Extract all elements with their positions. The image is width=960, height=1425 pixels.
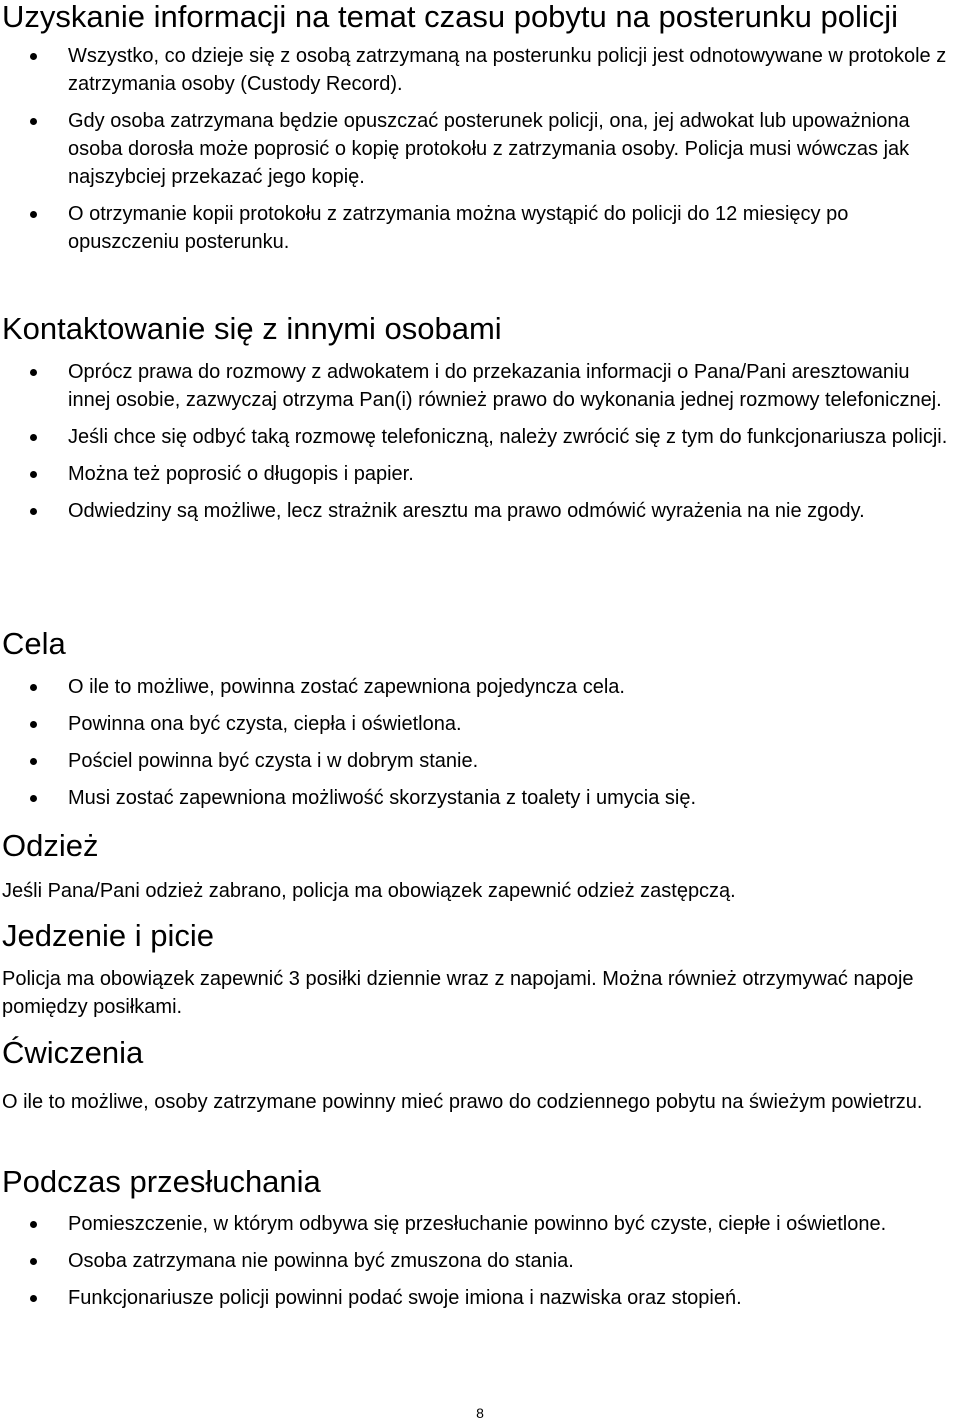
list-item-text: Pomieszczenie, w którym odbywa się przesłuchanie powinno być czyste, ciepłe i oświetlone. — [68, 1213, 887, 1235]
list-item-text: Wszystko, co dzieje się z osobą zatrzymaną na posterunku policji jest odnotowywane w protokole z zatrzymania osoby (Custody Record). — [68, 45, 947, 95]
bullet-icon — [30, 1258, 37, 1265]
section-custody-record — [2, 0, 956, 256]
list-item-text: O ile to możliwe, powinna zostać zapewniona pojedyncza cela. — [68, 676, 625, 698]
section-exercise — [2, 1035, 956, 1116]
list-item — [2, 107, 956, 191]
section-cell — [2, 626, 956, 812]
list-item-text: Powinna ona być czysta, ciepła i oświetlona. — [68, 713, 462, 735]
list-item-text: O otrzymanie kopii protokołu z zatrzymania można wystąpić do policji do 12 miesięcy po opuszczeniu posterunku. — [68, 203, 849, 253]
bullet-icon — [30, 369, 37, 376]
list-item — [2, 460, 956, 488]
list-item — [2, 497, 956, 525]
bullet-icon — [30, 721, 37, 728]
list-item-text: Gdy osoba zatrzymana będzie opuszczać posterunek policji, ona, jej adwokat lub upoważniona osoba dorosła może poprosić o kopię protokołu z zatrzymania osoby. Policja musi wówczas jak najszybciej przekazać jego kopię. — [68, 110, 910, 188]
section-interview — [2, 1164, 956, 1312]
list-item-text: Funkcjonariusze policji powinni podać swoje imiona i nazwiska oraz stopień. — [68, 1287, 742, 1309]
list-item — [2, 747, 956, 775]
heading-exercise: Ćwiczenia — [2, 1035, 144, 1070]
section-food — [2, 918, 956, 1021]
list-item-text: Jeśli chce się odbyć taką rozmowę telefoniczną, należy zwrócić się z tym do funkcjonariusza policji. — [68, 426, 948, 448]
bullet-icon — [30, 1221, 37, 1228]
paragraph-exercise: O ile to możliwe, osoby zatrzymane powinny mieć prawo do codziennego pobytu na świeżym powietrzu. — [2, 1091, 923, 1113]
page-number: 8 — [476, 1405, 484, 1421]
list-item — [2, 423, 956, 451]
bullet-icon — [30, 118, 37, 125]
list-item-text: Oprócz prawa do rozmowy z adwokatem i do przekazania informacji o Pana/Pani aresztowaniu innej osobie, zazwyczaj otrzyma Pan(i) również prawo do wykonania jednej rozmowy telefonicznej. — [68, 361, 942, 411]
bullet-icon — [30, 684, 37, 691]
list-item-text: Musi zostać zapewniona możliwość skorzystania z toalety i umycia się. — [68, 787, 697, 809]
list-item-text: Można też poprosić o długopis i papier. — [68, 463, 414, 485]
bullet-icon — [30, 795, 37, 802]
list-item — [2, 200, 956, 256]
list-item — [2, 784, 956, 812]
heading-cell: Cela — [2, 626, 66, 661]
list-contact — [2, 358, 956, 525]
section-clothing — [2, 828, 956, 905]
bullet-icon — [30, 471, 37, 478]
list-item-text: Osoba zatrzymana nie powinna być zmuszona do stania. — [68, 1250, 574, 1272]
bullet-icon — [30, 211, 37, 218]
heading-food: Jedzenie i picie — [2, 918, 214, 953]
list-item — [2, 710, 956, 738]
bullet-icon — [30, 53, 37, 60]
heading-clothing: Odzież — [2, 828, 99, 863]
list-cell — [2, 673, 956, 812]
list-interview — [2, 1210, 956, 1312]
bullet-icon — [30, 508, 37, 515]
bullet-icon — [30, 1295, 37, 1302]
list-item-text: Pościel powinna być czysta i w dobrym stanie. — [68, 750, 479, 772]
bullet-icon — [30, 758, 37, 765]
list-item — [2, 673, 956, 701]
heading-contact: Kontaktowanie się z innymi osobami — [2, 311, 502, 346]
section-contact — [2, 311, 956, 525]
list-item — [2, 42, 956, 98]
list-custody-record — [2, 42, 956, 256]
list-item — [2, 1284, 956, 1312]
list-item — [2, 358, 956, 414]
list-item-text: Odwiedziny są możliwe, lecz strażnik aresztu ma prawo odmówić wyrażenia na nie zgody. — [68, 500, 865, 522]
bullet-icon — [30, 434, 37, 441]
heading-interview: Podczas przesłuchania — [2, 1164, 321, 1199]
heading-custody-record: Uzyskanie informacji na temat czasu pobytu na posterunku policji — [2, 0, 899, 34]
list-item — [2, 1210, 956, 1238]
paragraph-clothing: Jeśli Pana/Pani odzież zabrano, policja ma obowiązek zapewnić odzież zastępczą. — [2, 880, 736, 902]
paragraph-food: Policja ma obowiązek zapewnić 3 posiłki dziennie wraz z napojami. Można również otrzymywać napoje pomiędzy posiłkami. — [2, 968, 914, 1018]
list-item — [2, 1247, 956, 1275]
